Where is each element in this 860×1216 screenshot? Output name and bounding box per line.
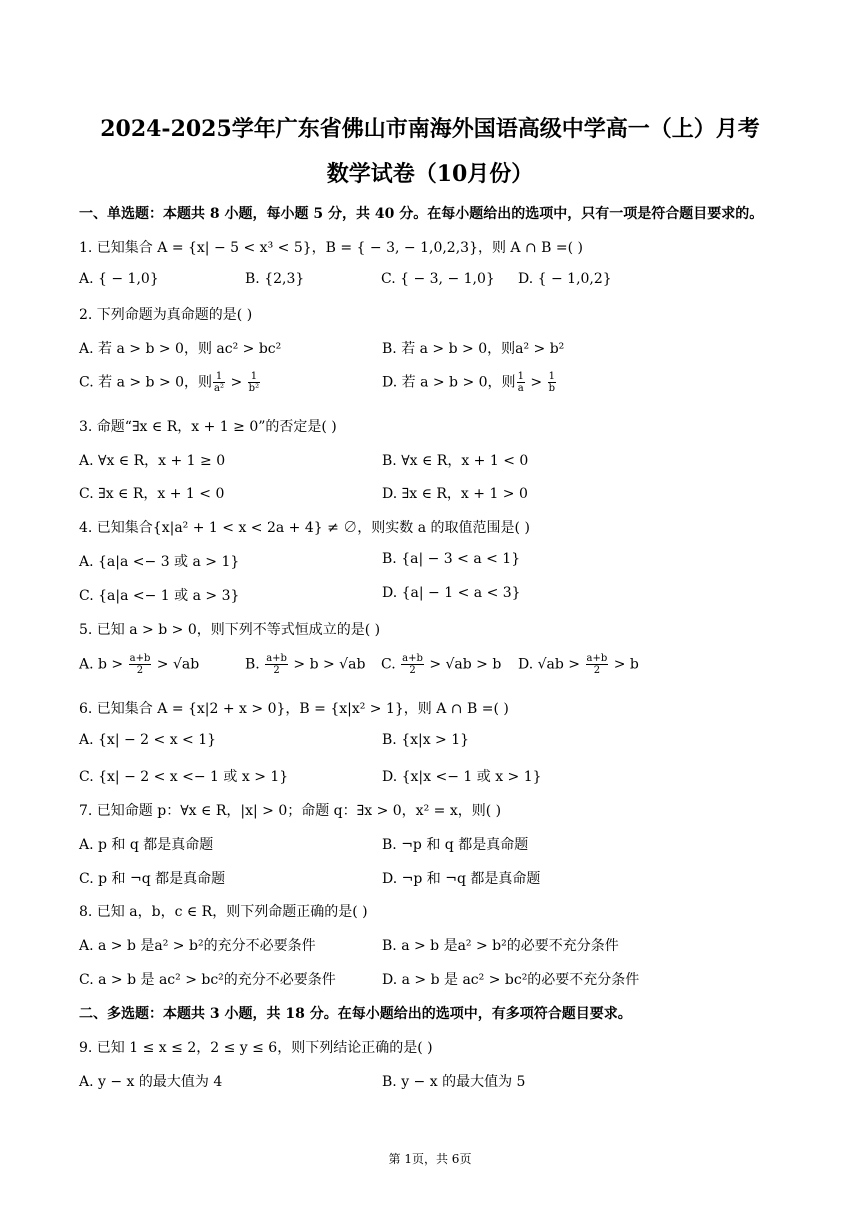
denominator: b: [548, 383, 555, 394]
q9-option-a: A. y − x 的最大值为 4: [79, 1074, 223, 1090]
q4-stem: 4. 已知集合{x|a² + 1 < x < 2a + 4} ≠ ∅，则实数 a 的取值范围是( ): [79, 520, 530, 536]
q5-option-a: [79, 653, 199, 676]
numerator: 1: [517, 371, 524, 382]
fraction: [265, 653, 288, 676]
numerator: a+b: [129, 653, 151, 664]
q2-option-b: B. 若 a > b > 0，则a² > b²: [382, 341, 565, 357]
q2-option-d: [382, 371, 557, 394]
fraction: [586, 653, 609, 676]
q5-option-c: [381, 653, 501, 676]
q3-option-d: D. ∃x ∈ R，x + 1 > 0: [382, 486, 528, 502]
q8-option-d: D. a > b 是 ac² > bc²的必要不充分条件: [382, 972, 640, 988]
denominator: 2: [409, 665, 416, 676]
q8-stem: 8. 已知 a，b，c ∈ R，则下列命题正确的是( ): [79, 904, 368, 920]
fraction: [213, 371, 225, 394]
q1-option-a: A. { − 1,0}: [79, 271, 159, 287]
operator: >: [525, 374, 547, 391]
fraction: [517, 371, 525, 394]
denominator: a²: [214, 383, 225, 394]
fraction: [248, 371, 260, 394]
numerator: 1: [213, 371, 225, 383]
q8-option-c: C. a > b 是 ac² > bc²的充分不必要条件: [79, 972, 336, 988]
q8-option-b: B. a > b 是a² > b²的必要不充分条件: [382, 938, 619, 954]
denominator: 2: [273, 665, 280, 676]
q2-option-c: [79, 371, 261, 394]
section2-heading: 二、多选题：本题共 3 小题，共 18 分。在每小题给出的选项中，有多项符合题目要求。: [79, 1006, 632, 1022]
page-footer: 第 1页，共 6页: [388, 1152, 472, 1166]
q5-option-d-prefix: D. √ab >: [518, 656, 585, 673]
q6-option-d: D. {x|x <− 1 或 x > 1}: [382, 769, 542, 785]
q9-option-b: B. y − x 的最大值为 5: [382, 1074, 526, 1090]
q5-option-b-prefix: B.: [245, 656, 265, 673]
q8-option-a: A. a > b 是a² > b²的充分不必要条件: [79, 938, 316, 954]
q6-option-c: C. {x| − 2 < x <− 1 或 x > 1}: [79, 769, 289, 785]
numerator: 1: [548, 371, 555, 382]
numerator: a+b: [586, 653, 608, 664]
q1-option-d: D. { − 1,0,2}: [518, 271, 612, 287]
q5-option-d: [518, 653, 639, 676]
q5-option-a-suffix: > √ab: [152, 656, 200, 673]
q4-option-a: A. {a|a <− 3 或 a > 1}: [79, 554, 240, 570]
q3-option-a: A. ∀x ∈ R，x + 1 ≥ 0: [79, 453, 226, 469]
q2-option-d-prefix: D. 若 a > b > 0，则: [382, 374, 516, 391]
numerator: 1: [248, 371, 260, 383]
q5-option-c-suffix: > √ab > b: [424, 656, 502, 673]
q3-option-c: C. ∃x ∈ R，x + 1 < 0: [79, 486, 225, 502]
q5-option-b: [245, 653, 365, 676]
q3-option-b: B. ∀x ∈ R，x + 1 < 0: [382, 453, 529, 469]
denominator: 2: [136, 665, 144, 676]
q7-option-b: B. ¬p 和 q 都是真命题: [382, 837, 529, 853]
q1-option-b: B. {2,3}: [245, 271, 305, 287]
q4-option-d: D. {a| − 1 < a < 3}: [382, 585, 521, 601]
q5-option-d-suffix: > b: [609, 656, 639, 673]
denominator: b²: [248, 383, 260, 394]
q5-stem: 5. 已知 a > b > 0，则下列不等式恒成立的是( ): [79, 622, 381, 638]
q2-option-c-prefix: C. 若 a > b > 0，则: [79, 374, 213, 391]
numerator: a+b: [402, 653, 423, 664]
q5-option-b-suffix: > b > √ab: [288, 656, 366, 673]
q1-option-c: C. { − 3, − 1,0}: [381, 271, 495, 287]
q6-option-b: B. {x|x > 1}: [382, 732, 470, 748]
section1-heading: 一、单选题：本题共 8 小题，每小题 5 分，共 40 分。在每小题给出的选项中，只有一项是符合题目要求的。: [79, 206, 764, 222]
q2-stem: 2. 下列命题为真命题的是( ): [79, 307, 253, 323]
q6-stem: 6. 已知集合 A = {x|2 + x > 0}，B = {x|x² > 1}，则 A ∩ B =( ): [79, 701, 509, 717]
q5-option-a-prefix: A. b >: [79, 656, 128, 673]
q6-option-a: A. {x| − 2 < x < 1}: [79, 732, 217, 748]
exam-title-line2: 数学试卷（10月份）: [326, 161, 534, 187]
q7-option-d: D. ¬p 和 ¬q 都是真命题: [382, 871, 541, 887]
q9-stem: 9. 已知 1 ≤ x ≤ 2，2 ≤ y ≤ 6，则下列结论正确的是( ): [79, 1040, 433, 1056]
denominator: a: [517, 383, 524, 394]
q7-option-c: C. p 和 ¬q 都是真命题: [79, 871, 226, 887]
q7-option-a: A. p 和 q 都是真命题: [79, 837, 214, 853]
denominator: 2: [593, 665, 601, 676]
q3-stem: 3. 命题“∃x ∈ R，x + 1 ≥ 0”的否定是( ): [79, 419, 337, 435]
operator: >: [226, 374, 247, 391]
fraction: [548, 371, 556, 394]
q1-stem: 1. 已知集合 A = {x| − 5 < x³ < 5}，B = { − 3, − 1,0,2,3}，则 A ∩ B =( ): [79, 240, 584, 256]
q7-stem: 7. 已知命题 p：∀x ∈ R，|x| > 0；命题 q：∃x > 0，x² = x，则( ): [79, 803, 502, 819]
q5-option-c-prefix: C.: [381, 656, 401, 673]
numerator: a+b: [266, 653, 287, 664]
fraction: [129, 653, 152, 676]
fraction: [401, 653, 424, 676]
exam-title-line1: 2024-2025学年广东省佛山市南海外国语高级中学高一（上）月考: [100, 116, 760, 142]
q4-option-b: B. {a| − 3 < a < 1}: [382, 551, 521, 567]
q2-option-a: A. 若 a > b > 0，则 ac² > bc²: [79, 341, 282, 357]
q4-option-c: C. {a|a <− 1 或 a > 3}: [79, 588, 240, 604]
